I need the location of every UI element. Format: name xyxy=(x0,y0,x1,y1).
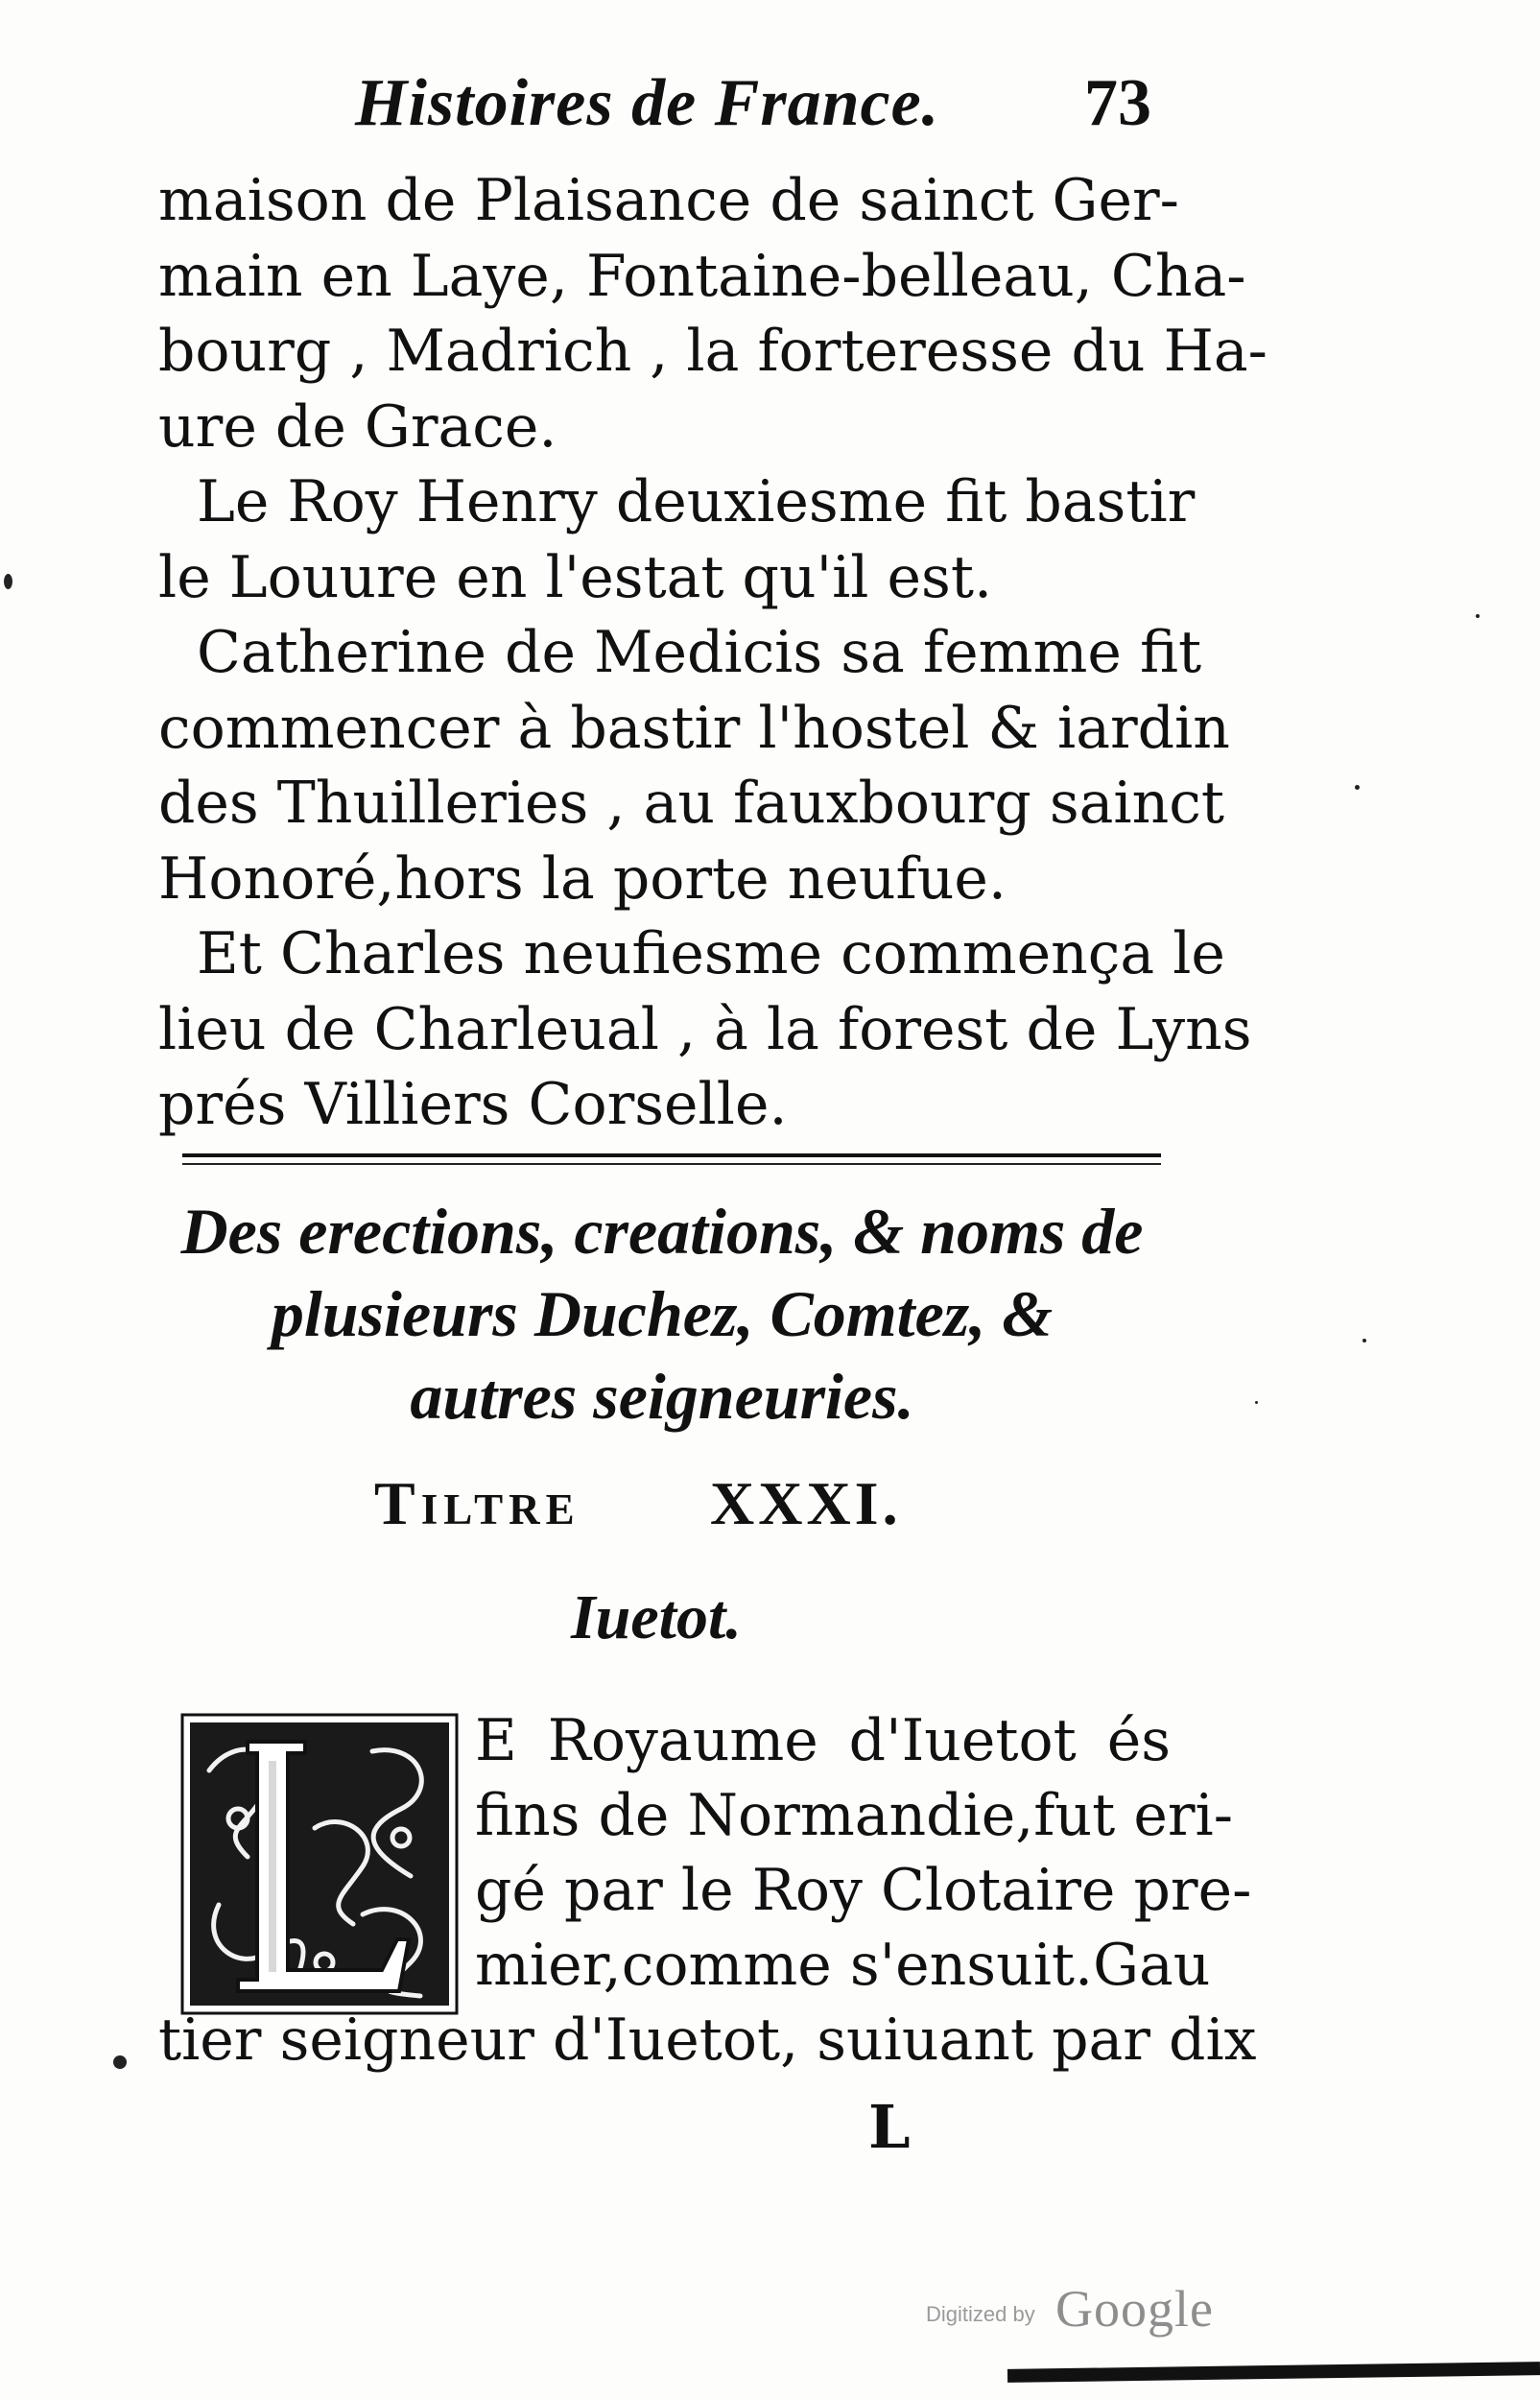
chapter-title xyxy=(134,1190,1190,1437)
text-line: des Thuilleries , au fauxbourg sainct xyxy=(158,770,1224,837)
dropcap-l-image xyxy=(180,1713,459,2015)
running-title: Histoires de France. xyxy=(355,66,940,140)
ornamental-dropcap xyxy=(180,1713,459,2015)
ink-speck xyxy=(113,2055,127,2069)
text-line: fins de Normandie,fut eri- xyxy=(475,1782,1233,1849)
section-divider xyxy=(182,1153,1161,1173)
text-line: bourg , Madrich , la forteresse du Ha- xyxy=(158,318,1268,385)
text-line: gé par le Roy Clotaire pre- xyxy=(475,1857,1252,1924)
divider-thick-line xyxy=(182,1153,1161,1157)
running-head xyxy=(345,58,1190,154)
text-line: prés Villiers Corselle. xyxy=(158,1071,788,1138)
divider-thin-line xyxy=(182,1163,1161,1165)
ink-speck xyxy=(1355,785,1360,790)
text-line: tier seigneur d'Iuetot, suiuant par dix xyxy=(158,2007,1257,2074)
titre-word: Tiltre xyxy=(374,1469,580,1537)
text-line: main en Laye, Fontaine-belleau, Cha- xyxy=(158,242,1246,310)
catchword: L xyxy=(868,2092,911,2162)
titre-number: XXXI. xyxy=(710,1469,902,1537)
page-number: 73 xyxy=(1084,66,1151,140)
text-line: le Louure en l'estat qu'il est. xyxy=(158,543,993,611)
page-edge-shadow xyxy=(1007,2362,1540,2383)
body-text xyxy=(158,163,1268,1143)
ink-speck xyxy=(1476,614,1480,618)
chapter-title-line: plusieurs Duchez, Comtez, & xyxy=(271,1277,1054,1350)
chapter-title-line: Des erections, creations, & noms de xyxy=(180,1195,1144,1268)
text-line: Et Charles neufiesme commença le xyxy=(197,920,1225,987)
text-line: maison de Plaisance de sainct Ger- xyxy=(158,167,1179,234)
section-title: Iuetot. xyxy=(571,1582,742,1652)
opening-paragraph-continued xyxy=(158,2003,1257,2078)
text-line: Honoré,hors la porte neufue. xyxy=(158,844,1007,913)
google-wordmark: Google xyxy=(1055,2280,1214,2338)
text-line: mier,comme s'ensuit.Gau xyxy=(475,1932,1211,1999)
ink-speck xyxy=(1255,1401,1258,1404)
digitized-by-watermark xyxy=(926,2279,1252,2337)
opening-paragraph xyxy=(475,1703,1252,2003)
text-line: E Royaume d'Iuetot és xyxy=(475,1707,1171,1774)
ink-speck xyxy=(4,574,12,589)
text-line: commencer à bastir l'hostel & iardin xyxy=(158,694,1230,762)
text-line: ure de Grace. xyxy=(158,392,557,461)
chapter-title-line: autres seigneuries. xyxy=(410,1360,914,1433)
ink-speck xyxy=(1362,1339,1366,1342)
text-line: Catherine de Medicis sa femme fit xyxy=(197,619,1202,686)
digitized-by-label: Digitized by xyxy=(926,2302,1035,2326)
text-line: Le Roy Henry deuxiesme fit bastir xyxy=(197,468,1196,535)
text-line: lieu de Charleual , à la forest de Lyns xyxy=(158,995,1252,1063)
